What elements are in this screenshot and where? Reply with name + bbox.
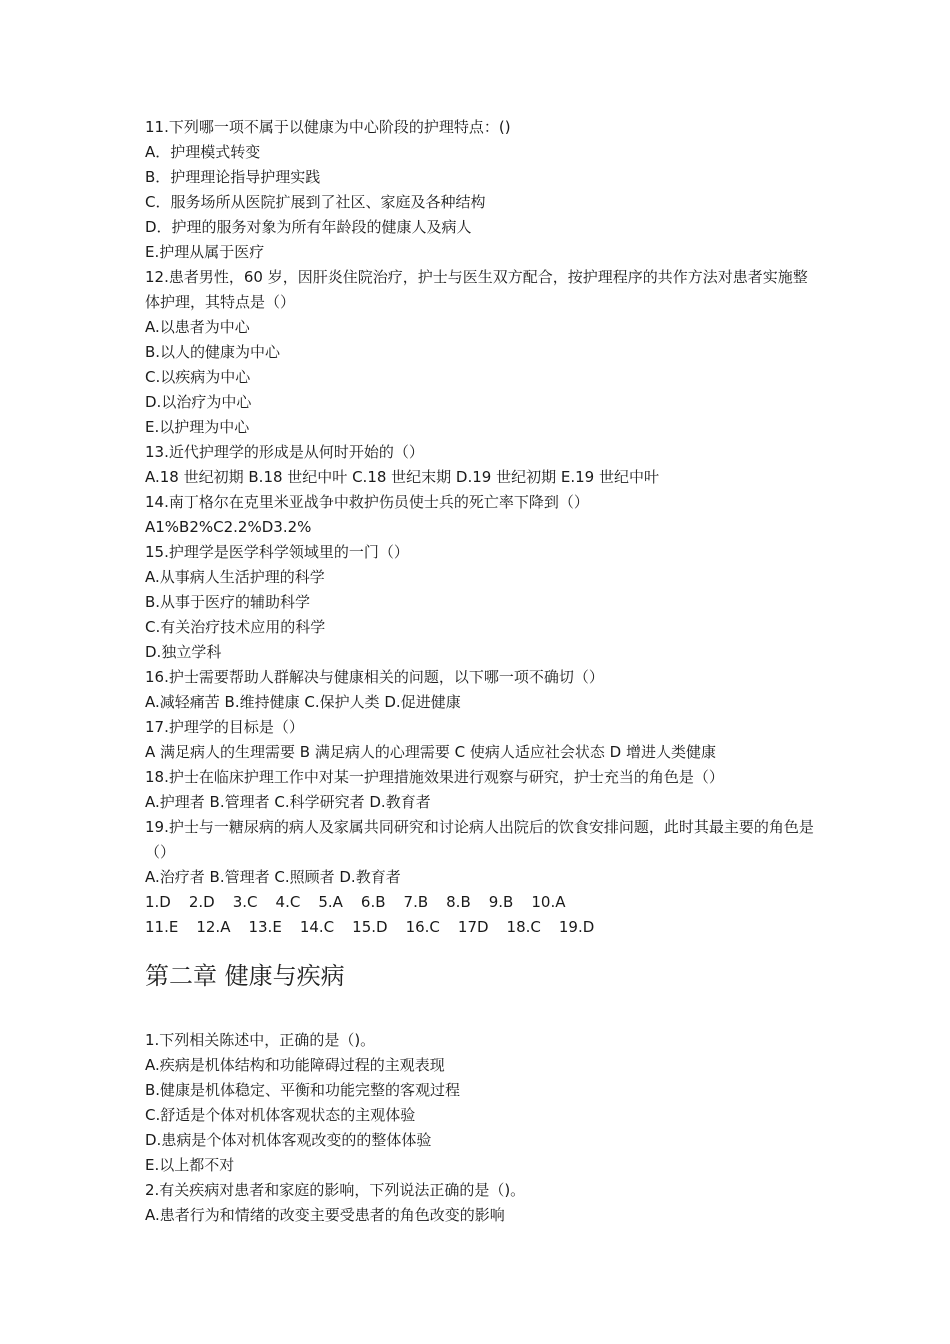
- option-line: A.以患者为中心: [145, 318, 250, 336]
- option-line: E.以上都不对: [145, 1156, 235, 1174]
- answer-item: 13.E: [248, 918, 282, 936]
- chapter-heading: 第二章 健康与疾病: [145, 962, 345, 990]
- answer-item: 2.D: [188, 893, 215, 911]
- answer-item: 19.D: [558, 918, 595, 936]
- question-12: 12.患者男性，60 岁，因肝炎住院治疗，护士与医生双方配合，按护理程序的共作方法对患者实施整体护理，其特点是（）: [145, 268, 808, 311]
- option-line: A.治疗者 B.管理者 C.照顾者 D.教育者: [145, 868, 401, 886]
- option-line: E.以护理为中心: [145, 418, 250, 436]
- option-line: A．护理模式转变: [145, 143, 261, 161]
- answer-key-row-1: [145, 890, 815, 915]
- answer-item: 12.A: [196, 918, 231, 936]
- question-18: 18.护士在临床护理工作中对某一护理措施效果进行观察与研究，护士充当的角色是（）: [145, 768, 724, 786]
- option-line: A.护理者 B.管理者 C.科学研究者 D.教育者: [145, 793, 431, 811]
- option-line: E.护理从属于医疗: [145, 243, 265, 261]
- option-line: A.减轻痛苦 B.维持健康 C.保护人类 D.促进健康: [145, 693, 461, 711]
- question-13: 13.近代护理学的形成是从何时开始的（）: [145, 443, 424, 461]
- option-line: B.以人的健康为中心: [145, 343, 281, 361]
- answer-item: 6.B: [360, 893, 386, 911]
- option-line: A.疾病是机体结构和功能障碍过程的主观表现: [145, 1056, 445, 1074]
- question-14: 14.南丁格尔在克里米亚战争中救护伤员使士兵的死亡率下降到（）: [145, 493, 589, 511]
- answer-item: 10.A: [531, 893, 566, 911]
- answer-item: 11.E: [145, 918, 179, 936]
- question-15: 15.护理学是医学科学领域里的一门（）: [145, 543, 409, 561]
- question-1: 1.下列相关陈述中，正确的是（)。: [145, 1031, 376, 1049]
- option-line: A 满足病人的生理需要 B 满足病人的心理需要 C 使病人适应社会状态 D 增进人类健康: [145, 743, 716, 761]
- answer-item: 18.C: [506, 918, 541, 936]
- option-line: A1%B2%C2.2%D3.2%: [145, 518, 312, 536]
- option-line: C.舒适是个体对机体客观状态的主观体验: [145, 1106, 416, 1124]
- option-line: D.患病是个体对机体客观改变的的整体体验: [145, 1131, 432, 1149]
- option-line: B.健康是机体稳定、平衡和功能完整的客观过程: [145, 1081, 461, 1099]
- answer-item: 16.C: [405, 918, 440, 936]
- answer-item: 5.A: [318, 893, 343, 911]
- answer-item: 15.D: [352, 918, 388, 936]
- question-19: 19.护士与一糖尿病的病人及家属共同研究和讨论病人出院后的饮食安排问题，此时其最主要的角色是（）: [145, 818, 814, 861]
- option-line: C.以疾病为中心: [145, 368, 251, 386]
- answer-key-row-2: [145, 915, 815, 940]
- option-line: A.18 世纪初期 B.18 世纪中叶 C.18 世纪末期 D.19 世纪初期 E.19 世纪中叶: [145, 468, 659, 486]
- option-line: A.患者行为和情绪的改变主要受患者的角色改变的影响: [145, 1206, 505, 1224]
- option-line: D.独立学科: [145, 643, 222, 661]
- answer-item: 1.D: [145, 893, 171, 911]
- answer-item: 7.B: [403, 893, 429, 911]
- document-content: [145, 115, 815, 1228]
- question-2: 2.有关疾病对患者和家庭的影响，下列说法正确的是（)。: [145, 1181, 526, 1199]
- answer-item: 3.C: [232, 893, 258, 911]
- answer-item: 17D: [457, 918, 489, 936]
- option-line: B.从事于医疗的辅助科学: [145, 593, 311, 611]
- question-17: 17.护理学的目标是（）: [145, 718, 304, 736]
- answer-item: 14.C: [299, 918, 335, 936]
- option-line: B．护理理论指导护理实践: [145, 168, 321, 186]
- option-line: C．服务场所从医院扩展到了社区、家庭及各种结构: [145, 193, 486, 211]
- option-line: D.以治疗为中心: [145, 393, 252, 411]
- option-line: D．护理的服务对象为所有年龄段的健康人及病人: [145, 218, 472, 236]
- answer-item: 8.B: [446, 893, 471, 911]
- option-line: A.从事病人生活护理的科学: [145, 568, 325, 586]
- question-11: 11.下列哪一项不属于以健康为中心阶段的护理特点：(): [145, 118, 511, 136]
- answer-item: 9.B: [488, 893, 514, 911]
- answer-item: 4.C: [275, 893, 301, 911]
- question-16: 16.护士需要帮助人群解决与健康相关的问题，以下哪一项不确切（）: [145, 668, 604, 686]
- option-line: C.有关治疗技术应用的科学: [145, 618, 326, 636]
